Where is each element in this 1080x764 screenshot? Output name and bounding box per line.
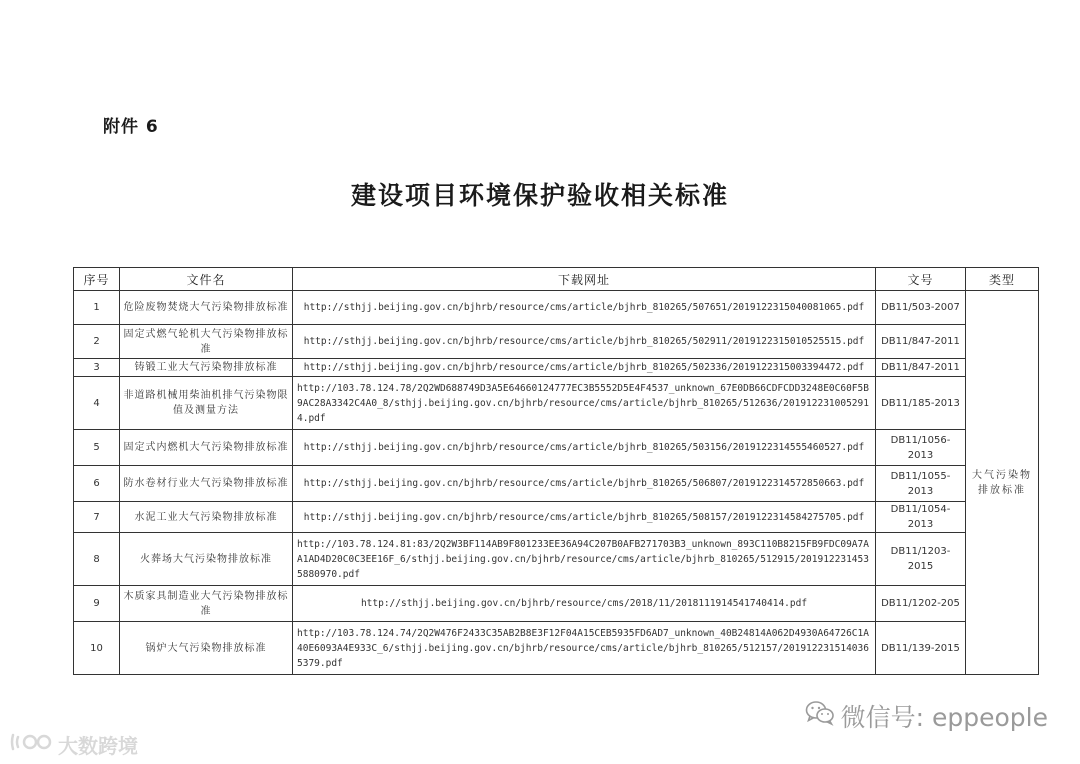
row-url-link[interactable]: http://sthjj.beijing.gov.cn/bjhrb/resource/cms/2018/11/2018111914541740414.pdf: [293, 586, 876, 622]
dsk-logo-icon: [10, 731, 54, 758]
row-code: DB11/1202-205: [876, 586, 966, 622]
table-row: [74, 359, 1039, 377]
dsk-watermark: [10, 730, 138, 759]
table-row: [74, 622, 1039, 675]
row-url-link[interactable]: http://sthjj.beijing.gov.cn/bjhrb/resource/cms/article/bjhrb_810265/502911/2019122315010525515.pdf: [293, 325, 876, 359]
table-row: [74, 466, 1039, 502]
row-name: 固定式燃气轮机大气污染物排放标准: [120, 325, 293, 359]
row-name: 非道路机械用柴油机排气污染物限值及测量方法: [120, 377, 293, 430]
row-no: 1: [74, 291, 120, 325]
row-code: DB11/139-2015: [876, 622, 966, 675]
row-no: 10: [74, 622, 120, 675]
row-name: 锅炉大气污染物排放标准: [120, 622, 293, 675]
row-url-link[interactable]: http://sthjj.beijing.gov.cn/bjhrb/resource/cms/article/bjhrb_810265/506807/2019122314572850663.pdf: [293, 466, 876, 502]
standards-table: [73, 267, 1039, 675]
row-url-link[interactable]: http://103.78.124.78/2Q2WD688749D3A5E64660124777EC3B5552D5E4F4537_unknown_67E0DB66CDFCDD3248E0C60F5B9AC28A3342C4A0_8/sthjj.beijing.gov.cn/bjhrb/resource/cms/article/bjhrb_810265/512636/2019122310052914.pdf: [293, 377, 876, 430]
table-header-row: [74, 268, 1039, 291]
table-row: [74, 533, 1039, 586]
table-row: [74, 502, 1039, 533]
row-code: DB11/1055-2013: [876, 466, 966, 502]
row-code: DB11/847-2011: [876, 325, 966, 359]
row-name: 水泥工业大气污染物排放标准: [120, 502, 293, 533]
header-no: 序号: [74, 268, 120, 291]
row-name: 火葬场大气污染物排放标准: [120, 533, 293, 586]
table-row: [74, 586, 1039, 622]
row-url-link[interactable]: http://103.78.124.81:83/2Q2W3BF114AB9F801233EE36A94C207B0AFB271703B3_unknown_893C110B8215FB9FDC09A7AA1AD4D20C0C3EE16F_6/sthjj.beijing.gov.cn/bjhrb/resource/cms/article/bjhrb_810265/512915/2019122314535880970.pdf: [293, 533, 876, 586]
header-name: 文件名: [120, 268, 293, 291]
document-title: 建设项目环境保护验收相关标准: [350, 181, 729, 210]
row-no: 7: [74, 502, 120, 533]
row-code: DB11/847-2011: [876, 359, 966, 377]
header-type: 类型: [966, 268, 1039, 291]
row-code: DB11/1203-2015: [876, 533, 966, 586]
wechat-watermark: [805, 698, 1048, 734]
row-name: 固定式内燃机大气污染物排放标准: [120, 430, 293, 466]
row-url-link[interactable]: http://103.78.124.74/2Q2W476F2433C35AB2B8E3F12F04A15CEB5935FD6AD7_unknown_40B24814A062D4930A64726C1A40E6093A4E933C_6/sthjj.beijing.gov.cn/bjhrb/resource/cms/article/bjhrb_810265/512157/2019122315140365379.pdf: [293, 622, 876, 675]
row-name: 铸锻工业大气污染物排放标准: [120, 359, 293, 377]
row-name: 危险废物焚烧大气污染物排放标准: [120, 291, 293, 325]
row-code: DB11/1054-2013: [876, 502, 966, 533]
table-row: [74, 291, 1039, 325]
row-url-link[interactable]: http://sthjj.beijing.gov.cn/bjhrb/resource/cms/article/bjhrb_810265/507651/2019122315040081065.pdf: [293, 291, 876, 325]
table-row: [74, 430, 1039, 466]
row-url-link[interactable]: http://sthjj.beijing.gov.cn/bjhrb/resource/cms/article/bjhrb_810265/508157/2019122314584275705.pdf: [293, 502, 876, 533]
row-code: DB11/185-2013: [876, 377, 966, 430]
table-row: [74, 325, 1039, 359]
table-row: [74, 377, 1039, 430]
header-code: 文号: [876, 268, 966, 291]
dsk-watermark-text: 大数跨境: [58, 734, 138, 758]
annex-label: 附件 6: [103, 117, 159, 137]
row-code: DB11/503-2007: [876, 291, 966, 325]
row-name: 防水卷材行业大气污染物排放标准: [120, 466, 293, 502]
row-no: 9: [74, 586, 120, 622]
row-name: 木质家具制造业大气污染物排放标准: [120, 586, 293, 622]
row-code: DB11/1056-2013: [876, 430, 966, 466]
row-no: 2: [74, 325, 120, 359]
row-no: 5: [74, 430, 120, 466]
header-url: 下载网址: [293, 268, 876, 291]
row-url-link[interactable]: http://sthjj.beijing.gov.cn/bjhrb/resource/cms/article/bjhrb_810265/502336/2019122315003394472.pdf: [293, 359, 876, 377]
wechat-icon: [805, 700, 835, 732]
category-cell: 大气污染物排放标准: [966, 291, 1039, 675]
row-no: 4: [74, 377, 120, 430]
row-url-link[interactable]: http://sthjj.beijing.gov.cn/bjhrb/resource/cms/article/bjhrb_810265/503156/2019122314555460527.pdf: [293, 430, 876, 466]
row-no: 8: [74, 533, 120, 586]
row-no: 3: [74, 359, 120, 377]
wechat-id-text: 微信号: eppeople: [840, 703, 1048, 732]
row-no: 6: [74, 466, 120, 502]
